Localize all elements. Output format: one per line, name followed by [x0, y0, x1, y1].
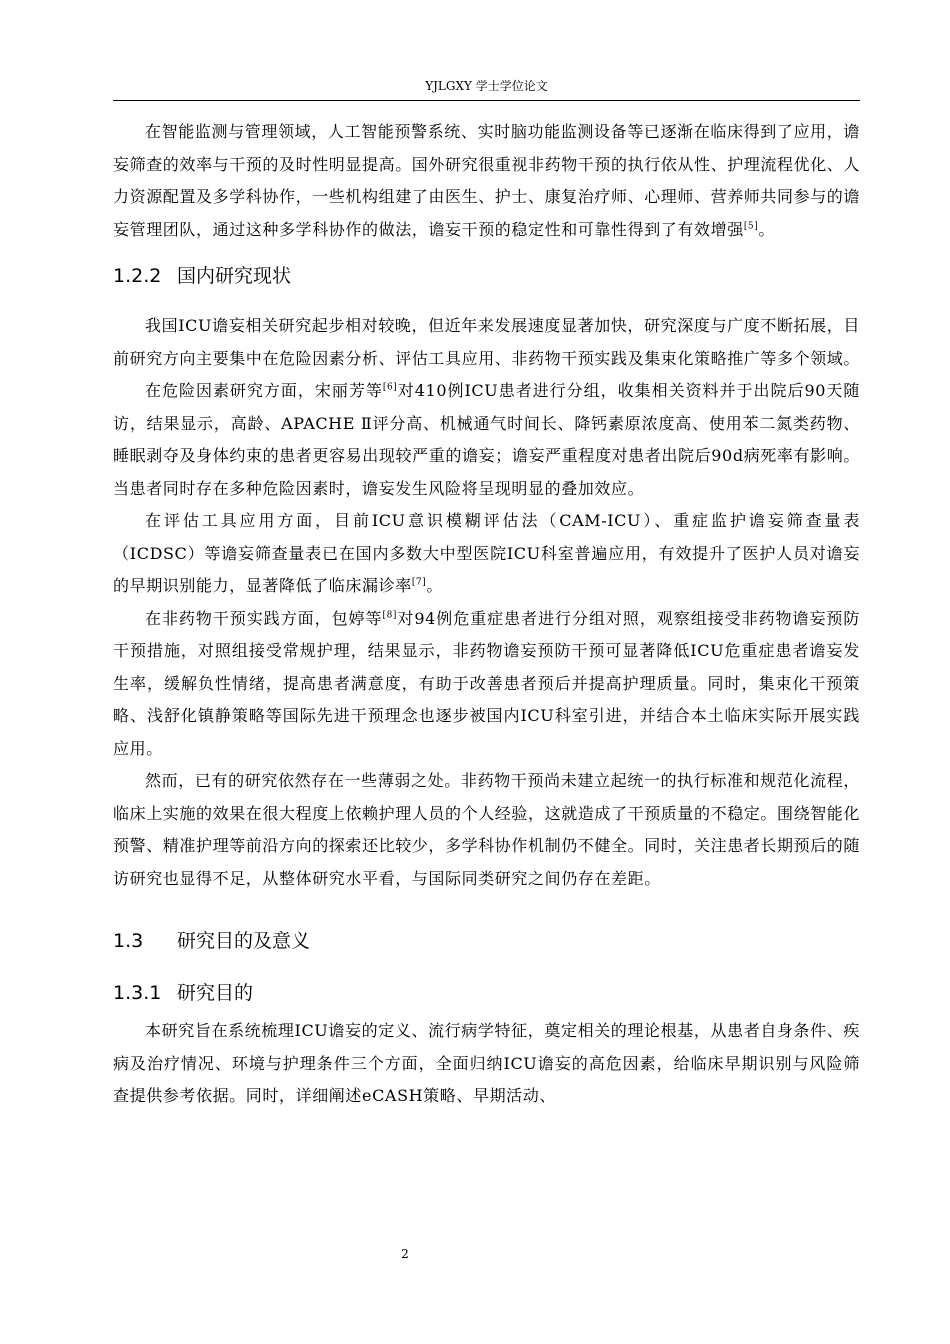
paragraph-risk-factors: 在危险因素研究方面，宋丽芳等[6]对410例ICU患者进行分组，收集相关资料并于出院后90天随访，结果显示，高龄、APACHE Ⅱ评分高、机械通气时间长、降钙素原浓度高、使用苯二氮类药物、睡眠剥夺及身体约束的患者更容易出现较严重的谵妄；谵妄严重程度对患者出院后90d病死率有影响。当患者同时存在多种危险因素时，谵妄发生风险将呈现明显的叠加效应。	[113, 381, 861, 498]
citation-6: [6]	[382, 382, 398, 393]
paragraph-assessment-tools: 在评估工具应用方面，目前ICU意识模糊评估法（CAM-ICU）、重症监护谵妄筛查量表（ICDSC）等谵妄筛查量表已在国内多数大中型医院ICU科室普遍应用，有效提升了医护人员对谵妄的早期识别能力，显著降低了临床漏诊率[7]。	[113, 511, 860, 595]
paragraph-domestic-overview: 我国ICU谵妄相关研究起步相对较晚，但近年来发展速度显著加快，研究深度与广度不断拓展，目前研究方向主要集中在危险因素分析、评估工具应用、非药物干预实践及集束化策略推广等多个领域。	[113, 316, 861, 368]
paragraph-intelligent-monitoring: 在智能监测与管理领域，人工智能预警系统、实时脑功能监测设备等已逐渐在临床得到了应用，谵妄筛查的效率与干预的及时性明显提高。国外研究很重视非药物干预的执行依从性、护理流程优化、人力资源配置及多学科协作，一些机构组建了由医生、护士、康复治疗师、心理师、营养师共同参与的谵妄管理团队，通过这种多学科协作的做法，谵妄干预的稳定性和可靠性得到了有效增强[5]。	[113, 122, 861, 239]
paragraph-non-drug-intervention: 在非药物干预实践方面，包婷等[8]对94例危重症患者进行分组对照，观察组接受非药物谵妄预防干预措施，对照组接受常规护理，结果显示，非药物谵妄预防干预可显著降低ICU危重症患者谵妄发生率，缓解负性情绪，提高患者满意度，有助于改善患者预后并提高护理质量。同时，集束化干预策略、浅舒化镇静策略等国际先进干预理念也逐步被国内ICU科室引进，并结合本土临床实际开展实践应用。	[113, 608, 860, 758]
page-body	[113, 116, 860, 1113]
paragraph-limitations: 然而，已有的研究依然存在一些薄弱之处。非药物干预尚未建立起统一的执行标准和规范化流程，临床上实施的效果在很大程度上依赖护理人员的个人经验，这就造成了干预质量的不稳定。围绕智能化预警、精准护理等前沿方向的探索还比较少，多学科协作机制仍不健全。同时，关注患者长期预后的随访研究也显得不足，从整体研究水平看，与国际同类研究之间仍存在差距。	[113, 771, 861, 888]
section-number: 1.3.1	[113, 982, 162, 1004]
section-heading-1-2-2	[113, 258, 860, 310]
page-number: 2	[401, 1247, 409, 1261]
section-number: 1.2.2	[113, 265, 162, 287]
section-number: 1.3	[113, 930, 144, 952]
header-rule	[113, 100, 860, 101]
paragraph-research-purpose: 本研究旨在系统梳理ICU谵妄的定义、流行病学特征，奠定相关的理论根基，从患者自身条件、疾病及治疗情况、环境与护理条件三个方面，全面归纳ICU谵妄的高危因素，给临床早期识别与风险筛查提供参考依据。同时，详细阐述eCASH策略、早期活动、	[113, 1021, 860, 1105]
section-title: 国内研究现状	[177, 265, 292, 287]
citation-7: [7]	[411, 577, 427, 588]
section-title: 研究目的	[177, 982, 254, 1004]
section-heading-1-3	[113, 923, 860, 975]
citation-5: [5]	[743, 221, 759, 232]
section-title: 研究目的及意义	[177, 930, 311, 952]
running-header: YJLGXY 学士学位论文	[425, 79, 548, 93]
section-heading-1-3-1	[113, 975, 860, 1015]
citation-8: [8]	[382, 610, 398, 621]
